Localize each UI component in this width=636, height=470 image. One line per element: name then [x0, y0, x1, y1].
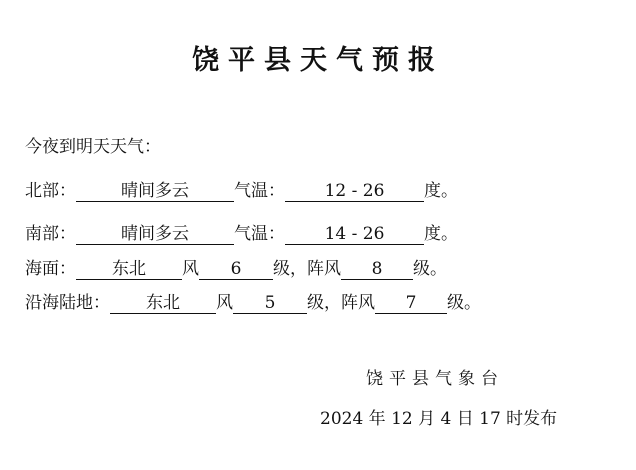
sea-gust-unit: 级。 — [413, 259, 447, 279]
intro-text: 今夜到明天天气： — [25, 137, 161, 157]
coast-gust-word: 阵风 — [341, 293, 375, 313]
sea-wind-word: 风 — [182, 259, 199, 279]
south-temp-value: 14 - 26 — [285, 224, 424, 245]
intro-line — [25, 136, 161, 158]
coast-level-unit: 级， — [307, 293, 341, 313]
sea-wind-direction: 东北 — [76, 259, 182, 280]
sea-gust-word: 阵风 — [307, 259, 341, 279]
sea-wind-level: 6 — [199, 259, 273, 280]
coast-forecast-row — [25, 292, 481, 314]
south-weather-value: 晴间多云 — [76, 224, 234, 245]
coast-gust-level: 7 — [375, 293, 447, 314]
south-forecast-row — [25, 223, 458, 245]
issue-time: 2024 年 12 月 4 日 17 时发布 — [320, 409, 558, 429]
north-label: 北部： — [25, 181, 76, 201]
document-title: 饶平县天气预报 — [192, 45, 444, 76]
north-forecast-row — [25, 180, 458, 202]
north-temp-unit: 度。 — [424, 181, 458, 201]
coast-gust-unit: 级。 — [447, 293, 481, 313]
sea-forecast-row — [25, 258, 447, 280]
north-weather-value: 晴间多云 — [76, 181, 234, 202]
coast-label: 沿海陆地： — [25, 293, 110, 313]
south-label: 南部： — [25, 224, 76, 244]
sea-gust-level: 8 — [341, 259, 413, 280]
north-temp-label: 气温： — [234, 181, 285, 201]
coast-wind-word: 风 — [216, 293, 233, 313]
issuing-agency: 饶平县气象台 — [366, 369, 504, 389]
south-temp-label: 气温： — [234, 224, 285, 244]
sea-level-unit: 级， — [273, 259, 307, 279]
coast-wind-level: 5 — [233, 293, 307, 314]
sea-label: 海面： — [25, 259, 76, 279]
south-temp-unit: 度。 — [424, 224, 458, 244]
north-temp-value: 12 - 26 — [285, 181, 424, 202]
coast-wind-direction: 东北 — [110, 293, 216, 314]
